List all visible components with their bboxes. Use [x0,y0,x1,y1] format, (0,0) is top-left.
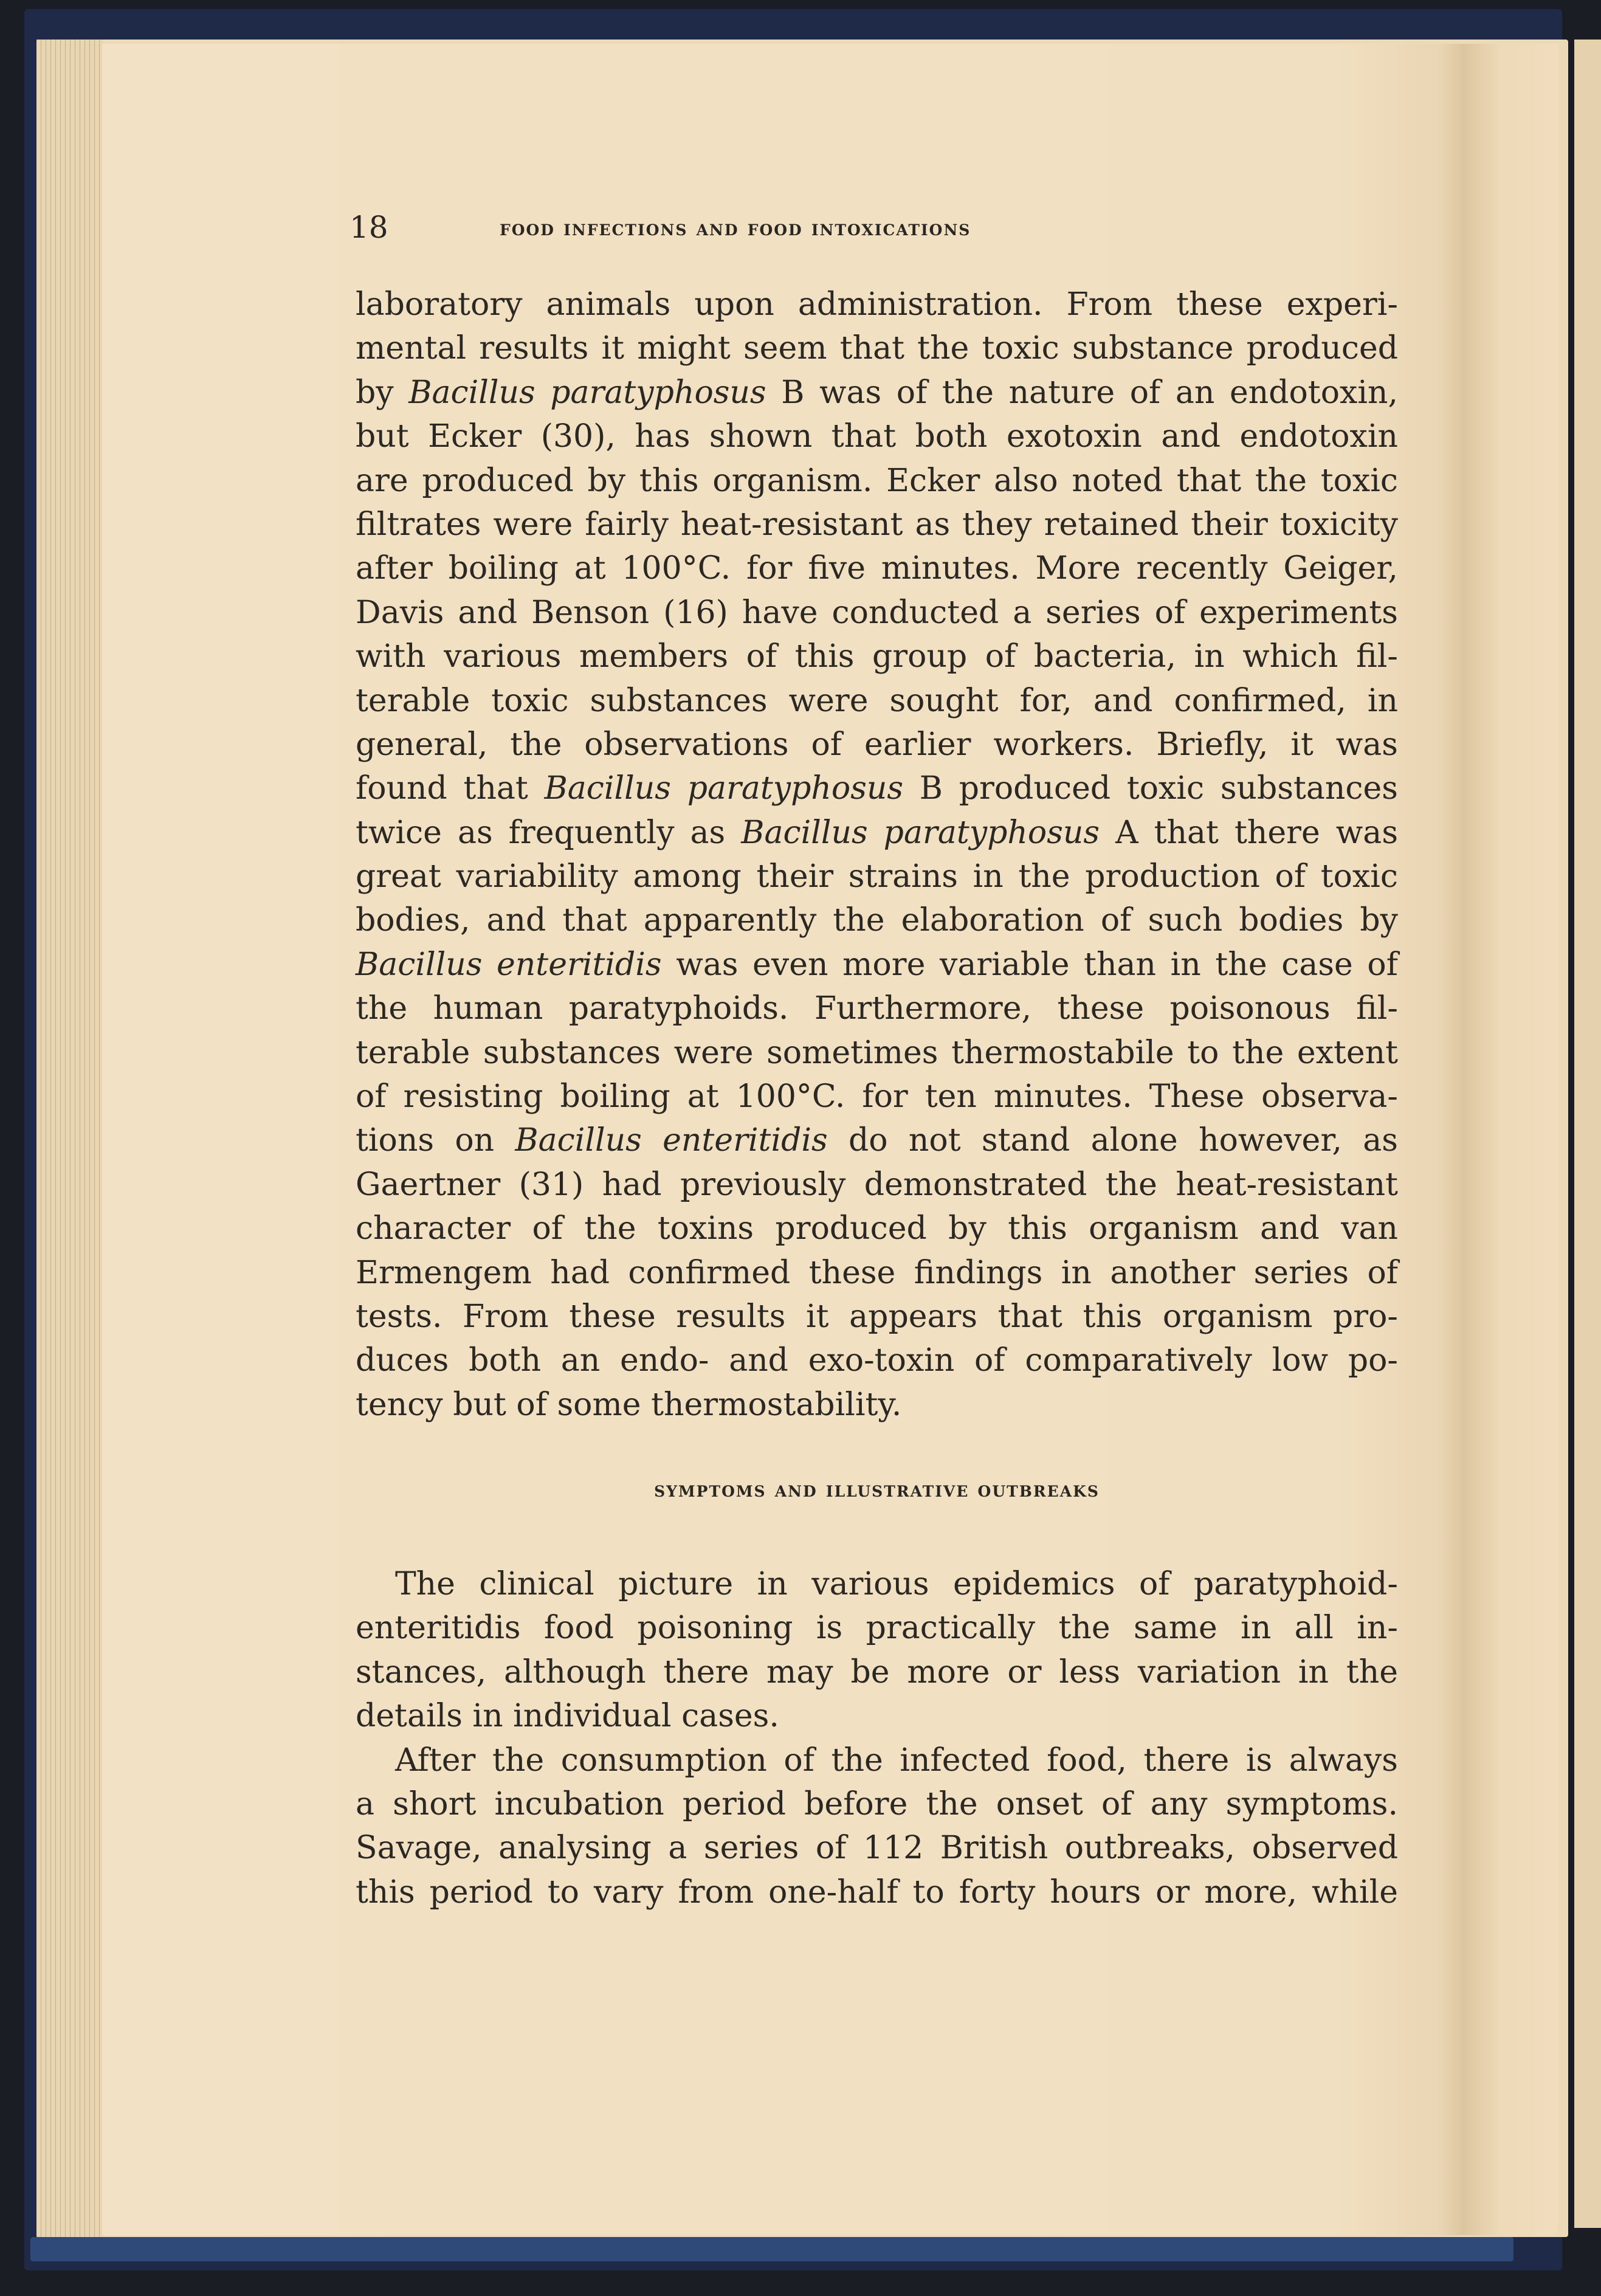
paragraph-1-line: Bacillus enteritidis was even more variable than in the case of [356,946,1398,983]
paragraph-2-line: stances, although there may be more or less variation in the [356,1653,1398,1691]
paragraph-1-line: after boiling at 100°C. for five minutes. More recently Geiger, [356,550,1398,587]
page-stack-edges [36,40,103,2237]
paragraph-1-line: the human paratyphoids. Furthermore, these poisonous fil- [356,990,1398,1027]
paragraph-1-line: tions on Bacillus enteritidis do not stand alone however, as [356,1122,1398,1159]
page-header [349,210,1419,246]
paragraph-1-line: duces both an endo- and exo-toxin of comparatively low po- [356,1342,1398,1379]
paragraph-1-line: great variability among their strains in the production of toxic [356,858,1398,895]
page-number: 18 [349,210,388,245]
paragraph-1-line: general, the observations of earlier workers. Briefly, it was [356,726,1398,763]
paragraph-1-line: Davis and Benson (16) have conducted a series of experiments [356,594,1398,631]
paragraph-1-line: terable toxic substances were sought for, and confirmed, in [356,682,1398,719]
paragraph-3-line: Savage, analysing a series of 112 British outbreaks, observed [356,1830,1398,1867]
paragraph-1-line: character of the toxins produced by this organism and van [356,1210,1398,1247]
facing-page-edge [1574,40,1601,2228]
paragraph-1-line: but Ecker (30), has shown that both exotoxin and endotoxin [356,418,1398,455]
paragraph-1-line: terable substances were sometimes thermostabile to the extent [356,1034,1398,1071]
book-cover-bottom-edge [30,2237,1513,2261]
paragraph-3-line: this period to vary from one-half to forty hours or more, while [356,1874,1398,1911]
paragraph-2-line: enteritidis food poisoning is practically the same in all in- [356,1610,1398,1647]
paragraph-1-line: by Bacillus paratyphosus B was of the nature of an endotoxin, [356,374,1398,411]
paragraph-1-line: of resisting boiling at 100°C. for ten minutes. These observa- [356,1078,1398,1115]
paragraph-3-line: After the consumption of the infected food, there is always [395,1742,1398,1779]
paragraph-1-line: Gaertner (31) had previously demonstrated the heat-resistant [356,1166,1398,1203]
paragraph-2-line: details in individual cases. [356,1698,779,1735]
paragraph-3-line: a short incubation period before the onset of any symptoms. [356,1785,1398,1822]
running-head: food infections and food intoxications [500,216,971,241]
paragraph-2-line: The clinical picture in various epidemics of paratyphoid- [395,1566,1398,1602]
paragraph-1-line: mental results it might seem that the toxic substance produced [356,330,1398,367]
paragraph-1-line: tency but of some thermostability. [356,1386,902,1423]
paragraphs-2-3 [356,1562,1398,1914]
paragraph-1-line: found that Bacillus paratyphosus B produced toxic substances [356,770,1398,807]
paragraph-1-line: Ermengem had confirmed these findings in another series of [356,1254,1398,1291]
paragraph-1-line: with various members of this group of bacteria, in which fil- [356,638,1398,675]
paragraph-1-line: are produced by this organism. Ecker also noted that the toxic [356,462,1398,499]
paragraph-1-line: filtrates were fairly heat-resistant as they retained their toxicity [356,506,1398,543]
section-heading: symptoms and illustrative outbreaks [654,1477,1100,1502]
paragraph-1-line: twice as frequently as Bacillus paratyphosus A that there was [356,814,1398,851]
paragraph-1-line: laboratory animals upon administration. From these experi- [356,286,1398,323]
paragraph-1 [356,283,1398,1427]
paragraph-1-line: tests. From these results it appears that this organism pro- [356,1298,1398,1335]
paragraph-1-line: bodies, and that apparently the elaboration of such bodies by [356,902,1398,939]
